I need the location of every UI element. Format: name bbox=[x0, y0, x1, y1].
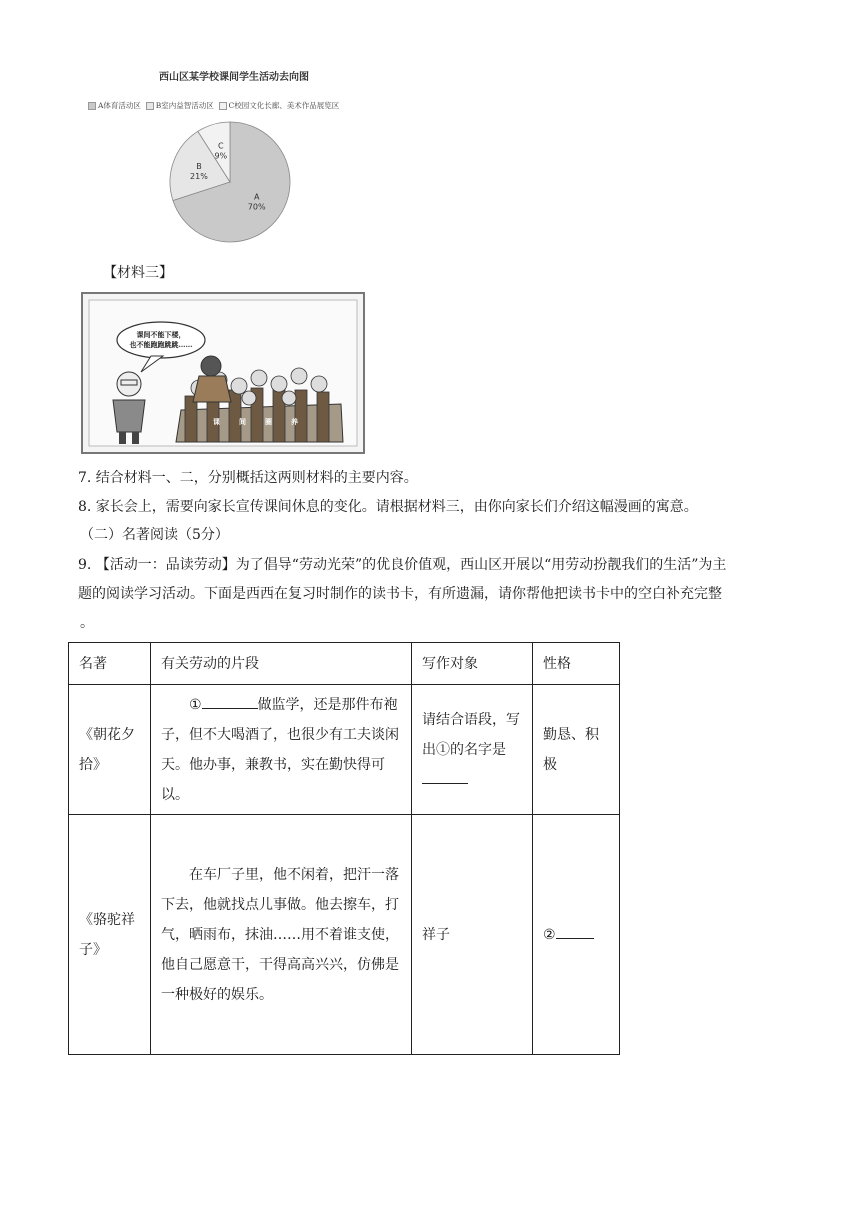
svg-text:圈: 圈 bbox=[265, 417, 272, 426]
pie-chart bbox=[84, 64, 384, 254]
table-header-row bbox=[69, 643, 620, 685]
header-target: 写作对象 bbox=[412, 643, 533, 685]
svg-text:也不能跑跑跳跳……: 也不能跑跑跳跳…… bbox=[129, 340, 193, 349]
fill-in-blank-name[interactable] bbox=[422, 783, 468, 784]
row2-book: 《骆驼祥子》 bbox=[69, 815, 151, 1055]
row1-book: 《朝花夕拾》 bbox=[69, 685, 151, 815]
header-trait: 性格 bbox=[533, 643, 620, 685]
header-passage: 有关劳动的片段 bbox=[151, 643, 412, 685]
legend-item-a: A体育活动区 bbox=[98, 101, 141, 110]
question-8: 8. 家长会上，需要向家长宣传课间休息的变化。请根据材料三，由你向家长们介绍这幅漫画的寓意。 bbox=[78, 499, 698, 515]
question-7: 7. 结合材料一、二，分别概括这两则材料的主要内容。 bbox=[78, 470, 418, 486]
question-9-line-2: 题的阅读学习活动。下面是西西在复习时制作的读书卡，有所遗漏，请你帮他把读书卡中的空白补充完整 bbox=[78, 586, 722, 602]
reading-card-table bbox=[68, 642, 620, 1055]
svg-text:间: 间 bbox=[239, 417, 246, 426]
fill-in-blank-2[interactable] bbox=[556, 938, 594, 939]
header-book: 名著 bbox=[69, 643, 151, 685]
chart-title: 西山区某学校课间学生活动去向图 bbox=[159, 72, 309, 83]
row2-passage: 在车厂子里，他不闲着，把汗一落下去，他就找点儿事做。他去擦车，打气，晒雨布，抹油……用不着谁支使，他自己愿意干，干得高高兴兴，仿佛是一种极好的娱乐。 bbox=[151, 815, 412, 1055]
pie-label-c: 9% bbox=[214, 151, 228, 161]
chart-legend bbox=[88, 100, 339, 111]
legend-swatch-b bbox=[146, 102, 154, 110]
table-row bbox=[69, 815, 620, 1055]
row1-passage-cell bbox=[151, 685, 412, 815]
legend-item-c: C校园文化长廊、美术作品展览区 bbox=[228, 101, 340, 110]
legend-item-b: B室内益智活动区 bbox=[155, 101, 214, 110]
pie-label-b: 21% bbox=[190, 171, 208, 181]
legend-swatch-c bbox=[219, 102, 227, 110]
row2-marker: ② bbox=[543, 926, 556, 943]
row1-target-cell bbox=[412, 685, 533, 815]
row1-trait: 勤恳、积极 bbox=[533, 685, 620, 815]
pie-label-a: A bbox=[253, 192, 260, 202]
pie-label-a: 70% bbox=[247, 202, 266, 212]
pie-label-b: B bbox=[196, 161, 202, 171]
cartoon-image bbox=[81, 292, 365, 454]
svg-text:养: 养 bbox=[291, 417, 298, 426]
pie-label-c: C bbox=[217, 141, 224, 151]
svg-text:课: 课 bbox=[213, 417, 220, 426]
fill-in-blank-1[interactable] bbox=[202, 708, 258, 709]
svg-text:课间不能下楼，: 课间不能下楼， bbox=[136, 330, 186, 339]
pie-chart-figure bbox=[84, 64, 384, 254]
question-9-line-1: 9. 【活动一：品读劳动】为了倡导“劳动光荣”的优良价值观，西山区开展以“用劳动扮靓我们的生活”为主 bbox=[78, 557, 727, 573]
section-heading-classics-reading: （二）名著阅读（5分） bbox=[80, 527, 229, 543]
legend-swatch-a bbox=[88, 102, 96, 110]
material-3-label: 【材料三】 bbox=[103, 265, 173, 281]
row1-marker: ① bbox=[189, 696, 202, 713]
table-row bbox=[69, 685, 620, 815]
row2-trait-cell bbox=[533, 815, 620, 1055]
row1-passage: 做监学，还是那件布袍子，但不大喝酒了，也很少有工夫谈闲天。他办事，兼教书，实在勤快得可以。 bbox=[161, 696, 399, 803]
row1-target: 请结合语段，写出①的名字是 bbox=[422, 711, 520, 758]
row2-target: 祥子 bbox=[412, 815, 533, 1055]
question-9-line-3: 。 bbox=[80, 615, 94, 631]
